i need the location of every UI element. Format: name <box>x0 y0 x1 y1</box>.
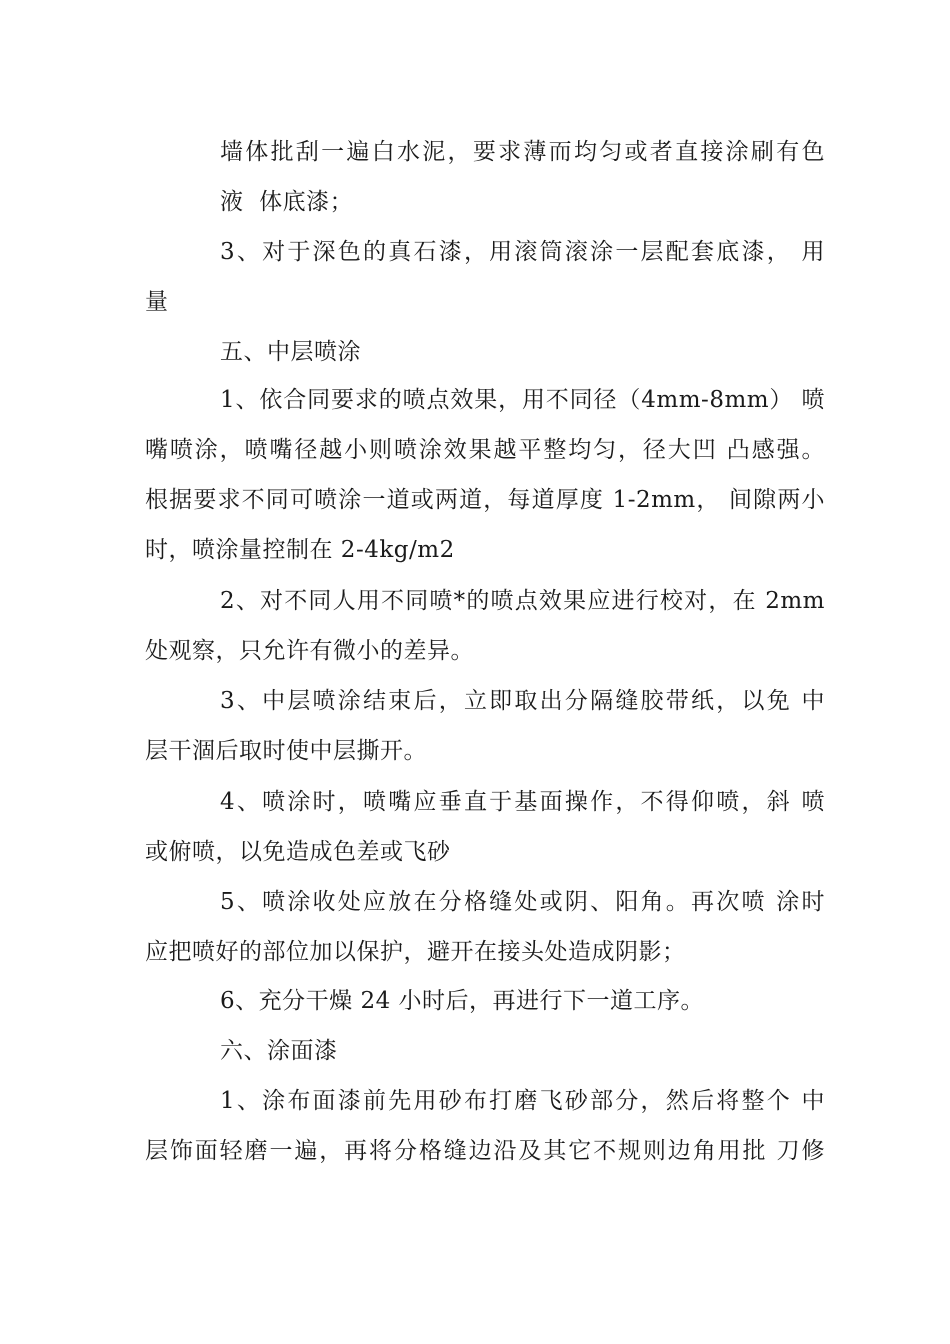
text-line: 4、喷涂时，喷嘴应垂直于基面操作，不得仰喷，斜 喷 <box>220 789 825 815</box>
text-line: 液 体底漆； <box>220 189 354 215</box>
text-line: 3、中层喷涂结束后，立即取出分隔缝胶带纸，以免 中 <box>220 688 825 714</box>
text-line: 2、对不同人用不同喷*的喷点效果应进行校对，在 2mm <box>220 588 825 614</box>
text-line: 时，喷涂量控制在 2-4kg/m2 <box>145 537 455 563</box>
section-heading: 五、中层喷涂 <box>220 339 361 365</box>
text-line: 处观察，只允许有微小的差异。 <box>145 638 474 664</box>
text-line: 或俯喷，以免造成色差或飞砂 <box>145 839 451 865</box>
text-line: 1、依合同要求的喷点效果，用不同径（4mm-8mm） 喷 <box>220 387 825 413</box>
text-line: 嘴喷涂，喷嘴径越小则喷涂效果越平整均匀，径大凹 凸感强。 <box>145 437 825 463</box>
text-line: 层干涸后取时使中层撕开。 <box>145 738 427 764</box>
text-line: 1、涂布面漆前先用砂布打磨飞砂部分，然后将整个 中 <box>220 1088 825 1114</box>
text-line: 3、对于深色的真石漆，用滚筒滚涂一层配套底漆， 用 <box>220 239 825 265</box>
section-heading: 六、涂面漆 <box>220 1038 338 1064</box>
text-line: 根据要求不同可喷涂一道或两道，每道厚度 1-2mm， 间隙两小 <box>145 487 825 513</box>
text-line: 应把喷好的部位加以保护，避开在接头处造成阴影； <box>145 939 686 965</box>
text-line: 层饰面轻磨一遍，再将分格缝边沿及其它不规则边角用批 刀修 <box>145 1138 825 1164</box>
text-line: 6、充分干燥 24 小时后，再进行下一道工序。 <box>220 988 705 1014</box>
text-line: 墙体批刮一遍白水泥，要求薄而均匀或者直接涂刷有色 <box>220 139 825 165</box>
text-line: 量 <box>145 289 169 315</box>
text-line: 5、喷涂收处应放在分格缝处或阴、阳角。再次喷 涂时 <box>220 889 825 915</box>
